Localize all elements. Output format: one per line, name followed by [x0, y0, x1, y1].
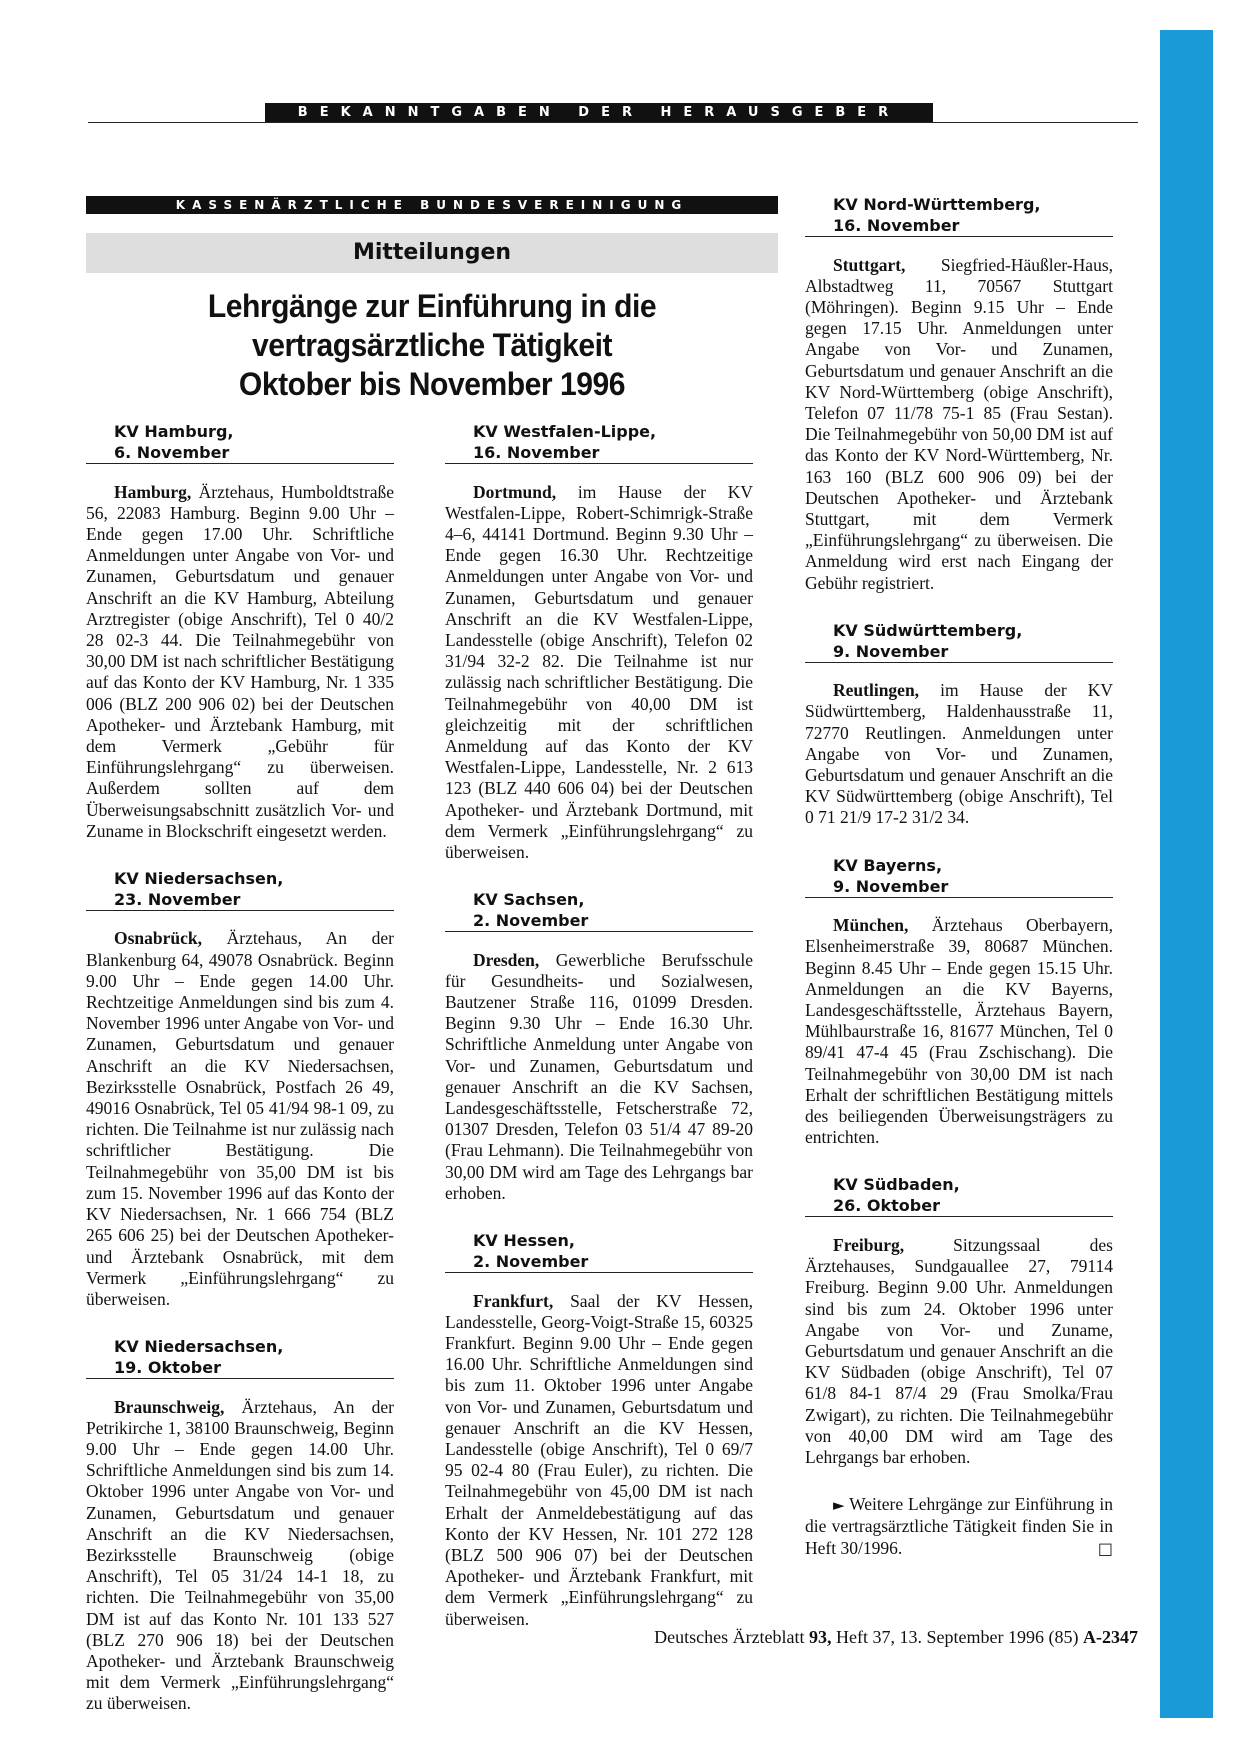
entry-city: Stuttgart, — [833, 254, 906, 275]
entry-city: Freiburg, — [833, 1234, 905, 1255]
entry-dortmund — [445, 421, 753, 863]
column-2 — [445, 421, 753, 1656]
entry-kv: KV Hamburg, — [114, 422, 234, 441]
entry-text — [86, 1397, 394, 1715]
entry-kv: KV Sachsen, — [473, 890, 585, 910]
entry-heading — [445, 421, 753, 464]
entry-date: 16. November — [473, 443, 600, 462]
entry-kv: KV Bayerns, — [833, 855, 943, 875]
entry-details: Sitzungssaal des Ärztehauses, Sundgauallee 27, 79114 Freiburg. Beginn 9.00 Uhr. Anmeldungen sind bis zum 24. Oktober 1996 unter Angabe von Vor- und Zuname, Geburtsdatum und genauer Anschrift an die KV Südbaden (obige Anschrift), Tel 07 61/8 84-1 87/4 29 (Frau Smolka/Frau Zwigart), zu richten. Die Teilnahmegebühr von 40,00 DM wird am Tage des Lehrgangs bar erhoben. — [805, 1234, 1113, 1467]
entry-details: Saal der KV Hessen, Landesstelle, Georg-Voigt-Straße 15, 60325 Frankfurt. Beginn 9.00 Uhr – Ende gegen 16.00 Uhr. Schriftliche Anmeldungen sind bis zum 11. Oktober 1996 unter Angabe von Vor- und Zunamen, Geburtsdatum und genauer Anschrift an die KV Hessen, Landesstelle (obige Anschrift), Tel 0 69/7 95 02-4 80 (Frau Euler), zu richten. Die Teilnahmegebühr von 45,00 DM ist nach Erhalt der Anmeldebestätigung auf das Konto der KV Hessen, Nr. 101 272 128 (BLZ 500 906 07) bei der Deutschen Apotheker- und Ärztebank Frankfurt, mit dem Vermerk „Einführungslehrgang“ zu überweisen. — [445, 1290, 753, 1629]
entry-date: 2. November — [473, 911, 589, 931]
entry-city: Dresden, — [473, 949, 540, 970]
entry-details: im Hause der KV Westfalen-Lippe, Robert-Schimrigk-Straße 4–6, 44141 Dortmund. Beginn 9.30 Uhr – Ende gegen 16.30 Uhr. Rechtzeitige Anmeldungen unter Angabe von Vor- und Zunamen, Geburtsdatum und genauer Anschrift an die KV Westfalen-Lippe, Landesstelle (obige Anschrift), Telefon 02 31/94 32-2 82. Die Teilnahme ist nur zulässig nach schriftlicher Bestätigung. Die Teilnahmegebühr von 40,00 DM ist gleichzeitig mit der schriftlichen Anmeldung auf das Konto der KV Westfalen-Lippe, Landesstelle, Nr. 2 613 123 (BLZ 440 606 04) bei der Deutschen Apotheker- und Ärztebank Dortmund, mit dem Vermerk „Einführungslehrgang“ zu überweisen. — [445, 481, 753, 862]
entry-text — [86, 928, 394, 1310]
end-square-icon: □ — [1097, 1538, 1113, 1558]
entry-text — [805, 915, 1113, 1148]
entry-text — [445, 482, 753, 864]
entry-city: Braunschweig, — [114, 1396, 225, 1417]
entry-heading — [805, 620, 1113, 663]
entry-details: Ärztehaus, An der Blankenburg 64, 49078 Osnabrück. Beginn 9.00 Uhr – Ende gegen 14.00 Uhr. Rechtzeitige Anmeldungen sind bis zum 4. November 1996 unter Angabe von Vor- und Zunamen, Geburtsdatum und genauer Anschrift an die KV Niedersachsen, Bezirksstelle Osnabrück, Postfach 26 49, 49016 Osnabrück, Tel 05 41/94 98-1 09, zu richten. Die Teilnahme ist nur zulässig nach schriftlicher Bestätigung. Die Teilnahmegebühr von 35,00 DM ist bis zum 15. November 1996 auf das Konto der KV Niedersachsen, Nr. 1 666 754 (BLZ 265 606 25) bei der Deutschen Apotheker- und Ärztebank Osnabrück, mit dem Vermerk „Einführungslehrgang“ zu überweisen. — [86, 928, 394, 1309]
entry-date: 9. November — [833, 876, 949, 896]
arrow-icon: ► — [833, 1496, 845, 1515]
footer-page-number: A-2347 — [1083, 1627, 1138, 1647]
entry-braunschweig — [86, 1336, 394, 1715]
closing-note — [805, 1494, 1113, 1559]
footer-journal: Deutsches Ärzteblatt — [654, 1627, 810, 1647]
entry-heading — [86, 868, 394, 911]
entry-details: Ärztehaus Oberbayern, Elsenheimerstraße 39, 80687 München. Beginn 8.45 Uhr – Ende gegen 15.15 Uhr. Anmeldungen an die KV Bayerns, Landesgeschäftsstelle, Ärztehaus Bayern, Mühlbaurstraße 16, 81677 München, Tel 0 89/41 47-4 45 (Frau Zschischang). Die Teilnahmegebühr von 30,00 DM ist nach Erhalt der schriftlichen Bestätigung mittels des beiliegenden Überweisungsträgers zu entrichten. — [805, 915, 1113, 1148]
entry-text — [805, 680, 1113, 828]
entry-city: Reutlingen, — [833, 680, 920, 701]
entry-kv: KV Südwürttemberg, — [833, 620, 1023, 640]
entry-date: 23. November — [114, 889, 241, 909]
section-label: Mitteilungen — [86, 233, 778, 273]
entry-text — [805, 1235, 1113, 1468]
article-title — [107, 287, 757, 404]
entry-stuttgart — [805, 194, 1113, 594]
closing-text: Weitere Lehrgänge zur Einführung in die vertragsärztliche Tätigkeit finden Sie in Heft 30/1996. — [805, 1494, 1113, 1558]
entry-date: 6. November — [114, 443, 230, 462]
entry-heading — [805, 855, 1113, 898]
header-label: BEKANNTGABEN DER HERAUSGEBER — [265, 103, 933, 122]
entry-heading — [86, 1336, 394, 1379]
entry-date: 9. November — [833, 641, 949, 661]
header-rule — [88, 122, 1138, 123]
entry-date: 16. November — [833, 216, 960, 235]
entry-kv: KV Nord-Württemberg, — [833, 195, 1041, 214]
entry-city: Hamburg, — [114, 481, 192, 502]
entry-city: Osnabrück, — [114, 928, 203, 949]
entry-city: Dortmund, — [473, 481, 557, 502]
entry-kv: KV Niedersachsen, — [114, 1337, 284, 1357]
entry-kv: KV Westfalen-Lippe, — [473, 422, 657, 441]
entry-reutlingen — [805, 620, 1113, 829]
page-footer — [560, 1627, 1138, 1648]
entry-date: 2. November — [473, 1252, 589, 1272]
entry-details: Ärztehaus, An der Petrikirche 1, 38100 Braunschweig, Beginn 9.00 Uhr – Ende gegen 14.00 Uhr. Schriftliche Anmeldungen sind bis zum 14. Oktober 1996 unter Angabe von Vor- und Zunamen, Geburtsdatum und genauer Anschrift an die KV Niedersachsen, Bezirksstelle Braunschweig (obige Anschrift), Tel 05 31/24 14-1 18, zu richten. Die Teilnahmegebühr von 35,00 DM ist auf das Konto Nr. 101 133 527 (BLZ 270 906 18) bei der Deutschen Apotheker- und Ärztebank Braunschweig mit dem Vermerk „Einführungslehrgang“ zu überweisen. — [86, 1396, 394, 1714]
entry-city: München, — [833, 915, 909, 936]
entry-text — [445, 950, 753, 1204]
title-line-2: vertragsärztliche Tätigkeit — [251, 327, 613, 363]
org-label: KASSENÄRZTLICHE BUNDESVEREINIGUNG — [86, 196, 778, 214]
entry-text — [445, 1291, 753, 1630]
entry-text — [86, 482, 394, 842]
entry-kv: KV Hessen, — [473, 1231, 575, 1251]
entry-hamburg — [86, 421, 394, 842]
title-line-1: Lehrgänge zur Einführung in die — [207, 288, 657, 324]
entry-heading — [445, 1230, 753, 1273]
column-1 — [86, 421, 394, 1741]
entry-details: Gewerbliche Berufsschule für Gesundheits- und Sozialwesen, Bautzener Straße 116, 01099 Dresden. Beginn 9.30 Uhr – Ende 16.30 Uhr. Schriftliche Anmeldung unter Angabe von Vor- und Zunamen, Geburtsdatum und genauer Anschrift an die KV Sachsen, Landesgeschäftsstelle, Fetscherstraße 72, 01307 Dresden, Telefon 03 51/4 47 89-20 (Frau Lehmann). Die Teilnahmegebühr von 30,00 DM wird am Tage des Lehrgangs bar erhoben. — [445, 949, 753, 1203]
entry-date: 26. Oktober — [833, 1196, 940, 1216]
entry-heading — [805, 194, 1113, 237]
entry-kv: KV Südbaden, — [833, 1175, 960, 1195]
entry-details: Siegfried-Häußler-Haus, Albstadtweg 11, 70567 Stuttgart (Möhringen). Beginn 9.15 Uhr – Ende gegen 17.15 Uhr. Anmeldungen unter Angabe von Vor- und Zunamen, Geburtsdatum und genauer Anschrift an die KV Nord-Württemberg (obige Anschrift), Telefon 07 11/78 75-1 85 (Frau Sestan). Die Teilnahmegebühr von 50,00 DM ist auf das Konto der KV Nord-Württemberg, Nr. 163 160 (BLZ 600 906 09) bei der Deutschen Apotheker- und Ärztebank Stuttgart, mit dem Vermerk „Einführungslehrgang“ zu überweisen. Die Anmeldung wird erst nach Eingang der Gebühr registriert. — [805, 254, 1113, 593]
entry-frankfurt — [445, 1230, 753, 1630]
footer-volume: 93, — [809, 1627, 832, 1647]
entry-text — [805, 255, 1113, 594]
entry-date: 19. Oktober — [114, 1358, 221, 1378]
blue-margin-bar — [1160, 30, 1213, 1718]
footer-issue: Heft 37, 13. September 1996 (85) — [831, 1627, 1083, 1647]
column-3 — [805, 194, 1113, 1559]
entry-heading — [445, 889, 753, 932]
entry-city: Frankfurt, — [473, 1290, 554, 1311]
entry-details: im Hause der KV Südwürttemberg, Haldenhausstraße 11, 72770 Reutlingen. Anmeldungen unter Angabe von Vor- und Zunamen, Geburtsdatum und genauer Anschrift an die KV Südwürttemberg (obige Anschrift), Tel 0 71 21/9 17-2 31/2 34. — [805, 680, 1113, 828]
entry-kv: KV Niedersachsen, — [114, 868, 284, 888]
entry-dresden — [445, 889, 753, 1204]
entry-freiburg — [805, 1174, 1113, 1468]
entry-details: Ärztehaus, Humboldtstraße 56, 22083 Hamburg. Beginn 9.00 Uhr – Ende gegen 17.00 Uhr. Schriftliche Anmeldungen unter Angabe von Vor- und Zunamen, Geburtsdatum und genauer Anschrift an die KV Hamburg, Abteilung Arztregister (obige Anschrift), Tel 0 40/2 28 02-3 44. Die Teilnahmegebühr von 30,00 DM ist nach schriftlicher Bestätigung auf das Konto der KV Hamburg, Nr. 1 335 006 (BLZ 200 906 02) bei der Deutschen Apotheker- und Ärztebank Hamburg, mit dem Vermerk „Gebühr für Einführungslehrgang“ zu überweisen. Außerdem sollten auf dem Überweisungsabschnitt zusätzlich Vor- und Zuname in Blockschrift eingesetzt werden. — [86, 481, 394, 841]
entry-heading — [805, 1174, 1113, 1217]
title-line-3: Oktober bis November 1996 — [238, 366, 626, 402]
entry-osnabrueck — [86, 868, 394, 1310]
entry-muenchen — [805, 855, 1113, 1149]
entry-heading — [86, 421, 394, 464]
